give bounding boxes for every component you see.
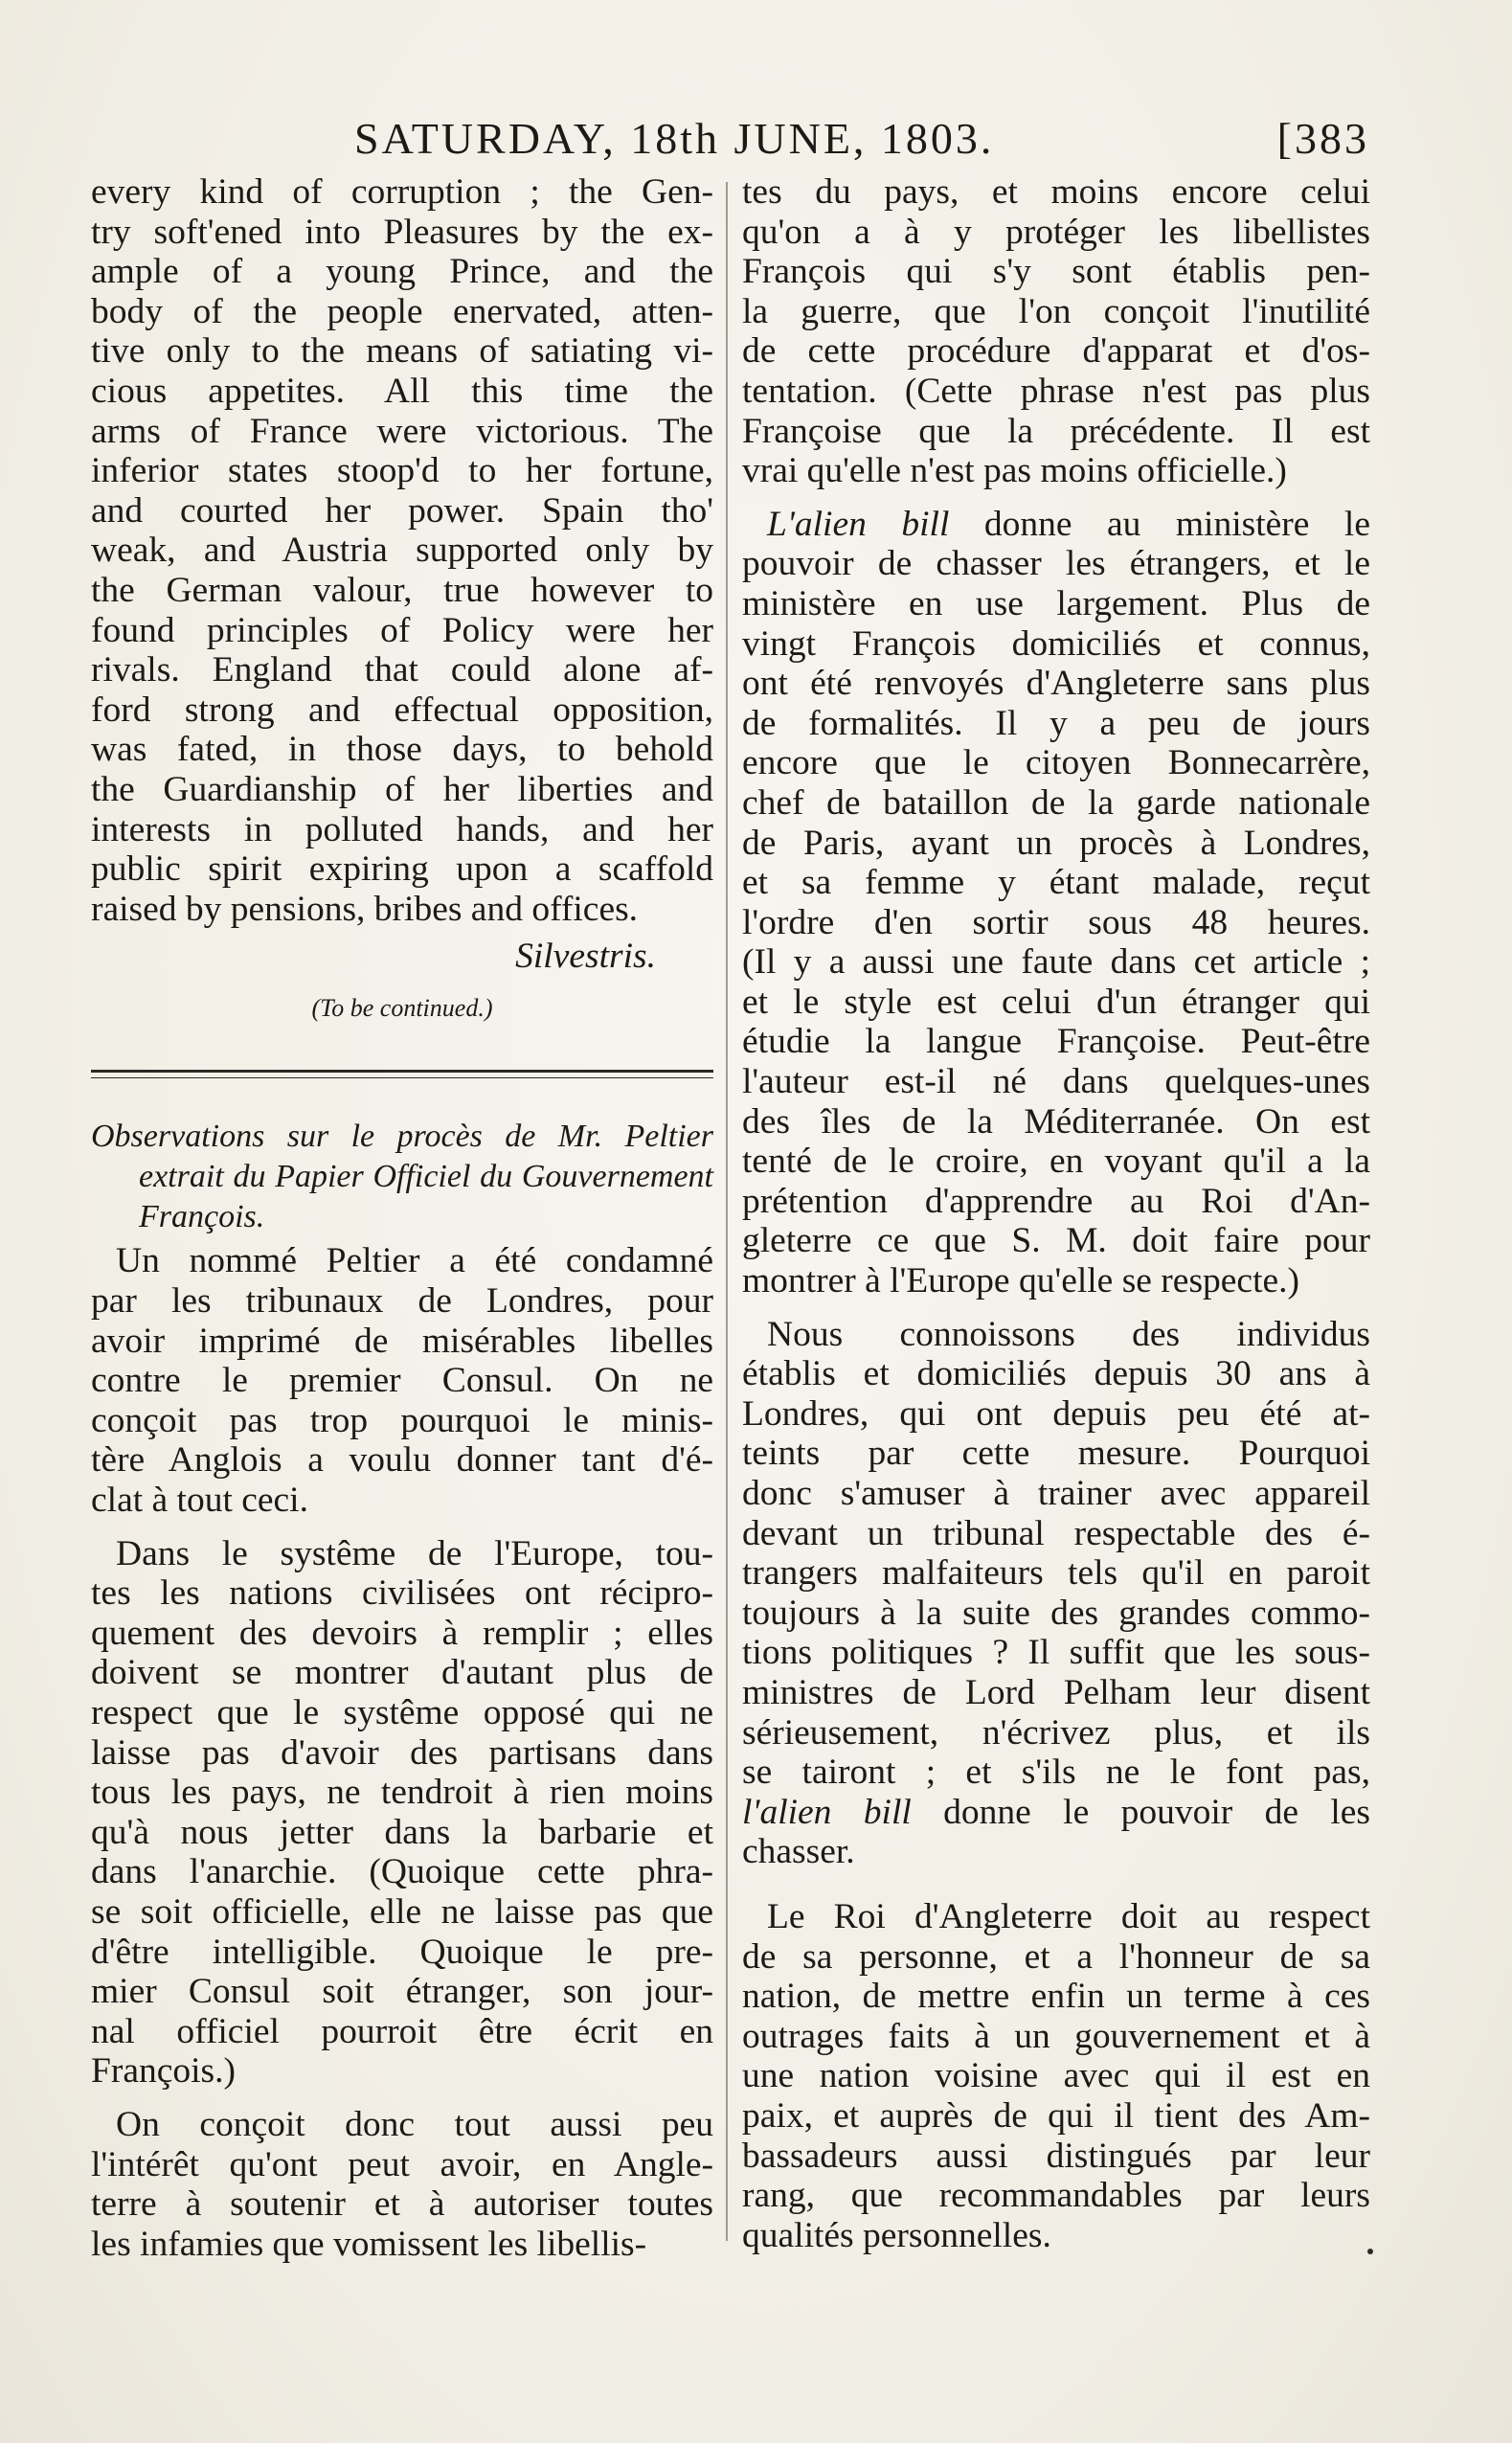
paragraph-gap — [91, 1521, 713, 1534]
article-body-left — [91, 1241, 713, 2264]
text-line: se tairont ; et s'ils ne le font pas, — [742, 1753, 1370, 1793]
text-line: qu'à nous jetter dans la barbarie et — [91, 1812, 713, 1852]
text-line: nation, de mettre enfin un terme à ces — [742, 1977, 1370, 2017]
text-line: d'être intelligible. Quoique le pre- — [91, 1932, 713, 1972]
paragraph-gap — [742, 1872, 1370, 1897]
text-line: encore que le citoyen Bonnecarrère, — [742, 743, 1370, 783]
running-head: SATURDAY, 18th JUNE, 1803. — [354, 114, 995, 163]
text-line: une nation voisine avec qui il est en — [742, 2056, 1370, 2096]
text-line: de Paris, ayant un procès à Londres, — [742, 823, 1370, 863]
text-line: laisse pas d'avoir des partisans dans — [91, 1732, 713, 1773]
text-line: trangers malfaiteurs tels qu'il en paroit — [742, 1553, 1370, 1594]
text-line: donc s'amuser à trainer avec appareil — [742, 1474, 1370, 1513]
article-body-right — [742, 172, 1370, 2255]
text-line: les infamies que vomissent les libellis- — [91, 2224, 647, 2264]
text-line: inferior states stoop'd to her fortune, — [91, 451, 713, 491]
text-line: tes les nations civilisées ont récipro- — [91, 1573, 713, 1614]
text-line: clat à tout ceci. — [91, 1481, 308, 1521]
text-line: et le style est celui d'un étranger qui — [742, 982, 1370, 1022]
text-line: raised by pensions, bribes and offices. — [91, 889, 639, 929]
text-line: pouvoir de chasser les étrangers, et le — [742, 544, 1370, 584]
text-line: every kind of corruption ; the Gen- — [91, 172, 713, 212]
text-line: Dans le systême de l'Europe, tou- — [116, 1533, 713, 1573]
continued-note: (To be continued.) — [311, 993, 493, 1022]
text-line: toujours à la suite des grandes commo- — [742, 1593, 1370, 1633]
page-header — [316, 113, 1379, 180]
text-line: contre le premier Consul. On ne — [91, 1361, 713, 1401]
text-line: the German valour, true however to — [91, 570, 713, 610]
article-title: Observations sur le procès de Mr. Peltier extrait du Papier Officiel du Gouvernement François. — [91, 1119, 713, 1235]
text-line: François.) — [91, 2051, 237, 2092]
text-line: ont été renvoyés d'Angleterre sans plus — [742, 664, 1370, 704]
text-line: cious appetites. All this time the — [91, 371, 713, 411]
section-divider — [91, 1070, 713, 1078]
text-line: teints par cette mesure. Pourquoi — [742, 1434, 1370, 1474]
column-divider — [726, 182, 728, 2241]
paragraph-gap — [91, 2092, 713, 2105]
text-line: public spirit expiring upon a scaffold — [91, 849, 713, 890]
text-line: vrai qu'elle n'est pas moins officielle.) — [742, 451, 1287, 491]
text-line: terre à soutenir et à autoriser toutes — [91, 2184, 713, 2225]
text-line: and courted her power. Spain tho' — [91, 490, 713, 531]
text-line: On conçoit donc tout aussi peu — [116, 2104, 713, 2144]
text-line: ford strong and effectual opposition, — [91, 690, 713, 730]
text-line: Françoise que la précédente. Il est — [742, 411, 1370, 451]
text-line: étudie la langue Françoise. Peut-être — [742, 1022, 1370, 1062]
text-line: la guerre, que l'on conçoit l'inutilité — [742, 291, 1370, 331]
text-line: Nous connoissons des individus — [767, 1314, 1370, 1354]
text-line: l'alien bill donne le pouvoir de les — [742, 1792, 1370, 1832]
text-line: doivent se montrer d'autant plus de — [91, 1653, 713, 1693]
paragraph — [91, 1534, 713, 2092]
text-line: quement des devoirs à remplir ; elles — [91, 1613, 713, 1653]
paragraph-gap — [742, 491, 1370, 505]
text-line: dans l'anarchie. (Quoique cette phra- — [91, 1852, 713, 1892]
text-line: ministres de Lord Pelham leur disent — [742, 1672, 1370, 1712]
text-line: found principles of Policy were her — [91, 610, 713, 650]
text-line: de sa personne, et a l'honneur de sa — [742, 1936, 1370, 1977]
paragraph — [742, 505, 1370, 1301]
text-line: l'auteur est-il né dans quelques-unes — [742, 1062, 1370, 1102]
text-line: arms of France were victorious. The — [91, 411, 713, 451]
text-line: qu'on a à y protéger les libellistes — [742, 212, 1370, 252]
text-line: Un nommé Peltier a été condamné — [116, 1241, 713, 1281]
text-line: respect que le systême opposé qui ne — [91, 1693, 713, 1732]
text-line: paix, et auprès de qui il tient des Am- — [742, 2095, 1370, 2136]
text-line: par les tribunaux de Londres, pour — [91, 1281, 713, 1322]
text-line: (Il y a aussi une faute dans cet article ; — [742, 942, 1370, 983]
text-line: tions politiques ? Il suffit que les sous- — [742, 1633, 1370, 1673]
text-line: se soit officielle, elle ne laisse pas que — [91, 1891, 713, 1932]
text-line: gleterre ce que S. M. doit faire pour — [742, 1221, 1370, 1261]
text-line: vingt François domiciliés et connus, — [742, 623, 1370, 664]
text-line: chasser. — [742, 1832, 855, 1872]
text-line: sérieusement, n'écrivez plus, et ils — [742, 1712, 1370, 1753]
text-line: rang, que recommandables par leurs — [742, 2176, 1370, 2216]
text-line: outrages faits à un gouvernement et à — [742, 2016, 1370, 2056]
paragraph — [91, 1241, 713, 1520]
text-line: Le Roi d'Angleterre doit au respect — [767, 1896, 1370, 1936]
text-line: conçoit pas trop pourquoi le minis- — [91, 1400, 713, 1440]
text-line: mier Consul soit étranger, son jour- — [91, 1972, 713, 2012]
left-column — [91, 172, 713, 2264]
text-line: try soft'ened into Pleasures by the ex- — [91, 212, 713, 252]
text-line: tous les pays, ne tendroit à rien moins — [91, 1773, 713, 1813]
text-line: avoir imprimé de misérables libelles — [91, 1321, 713, 1361]
text-line: ample of a young Prince, and the — [91, 252, 713, 292]
text-line: devant un tribunal respectable des é- — [742, 1513, 1370, 1553]
text-line: des îles de la Méditerranée. On est — [742, 1101, 1370, 1142]
text-line: tentation. (Cette phrase n'est pas plus — [742, 371, 1370, 411]
text-line: montrer à l'Europe qu'elle se respecte.) — [742, 1261, 1300, 1301]
text-line: ministère en use largement. Plus de — [742, 583, 1370, 623]
text-line: François qui s'y sont établis pen- — [742, 252, 1370, 292]
text-line: interests in polluted hands, and her — [91, 809, 713, 849]
paragraph — [91, 2105, 713, 2264]
ink-dot — [1367, 2249, 1373, 2254]
author-signature: Silvestris. — [515, 937, 656, 977]
text-line: tive only to the means of satiating vi- — [91, 331, 713, 372]
text-line: qualités personnelles. — [742, 2215, 1051, 2255]
text-line: l'ordre d'en sortir sous 48 heures. — [742, 902, 1370, 942]
paragraph — [742, 1315, 1370, 1872]
page-number: [383 — [1276, 114, 1369, 163]
text-line: Londres, qui ont depuis peu été at- — [742, 1393, 1370, 1434]
text-line: tère Anglois a voulu donner tant d'é- — [91, 1440, 713, 1481]
text-line: tes du pays, et moins encore celui — [742, 172, 1370, 212]
text-line: L'alien bill donne au ministère le — [767, 504, 1370, 544]
text-line: de formalités. Il y a peu de jours — [742, 703, 1370, 743]
text-line: et sa femme y étant malade, reçut — [742, 863, 1370, 903]
text-line: chef de bataillon de la garde nationale — [742, 782, 1370, 823]
text-line: nal officiel pourroit être écrit en — [91, 2011, 713, 2051]
paragraph — [742, 1897, 1370, 2255]
text-line: was fated, in those days, to behold — [91, 730, 713, 770]
essay-continuation — [91, 172, 713, 929]
paragraph-gap — [742, 1301, 1370, 1315]
text-line: the Guardianship of her liberties and — [91, 769, 713, 809]
text-line: tenté de le croire, en voyant qu'il a la — [742, 1142, 1370, 1182]
text-line: prétention d'apprendre au Roi d'An- — [742, 1181, 1370, 1221]
paragraph — [742, 172, 1370, 491]
text-line: rivals. England that could alone af- — [91, 650, 713, 690]
text-line: bassadeurs aussi distingués par leur — [742, 2136, 1370, 2176]
text-line: weak, and Austria supported only by — [91, 531, 713, 571]
text-line: l'intérêt qu'ont peut avoir, en Angle- — [91, 2144, 713, 2184]
right-column — [742, 172, 1370, 2255]
text-line: body of the people enervated, atten- — [91, 291, 713, 331]
text-line: de cette procédure d'apparat et d'os- — [742, 331, 1370, 372]
text-line: établis et domiciliés depuis 30 ans à — [742, 1354, 1370, 1394]
